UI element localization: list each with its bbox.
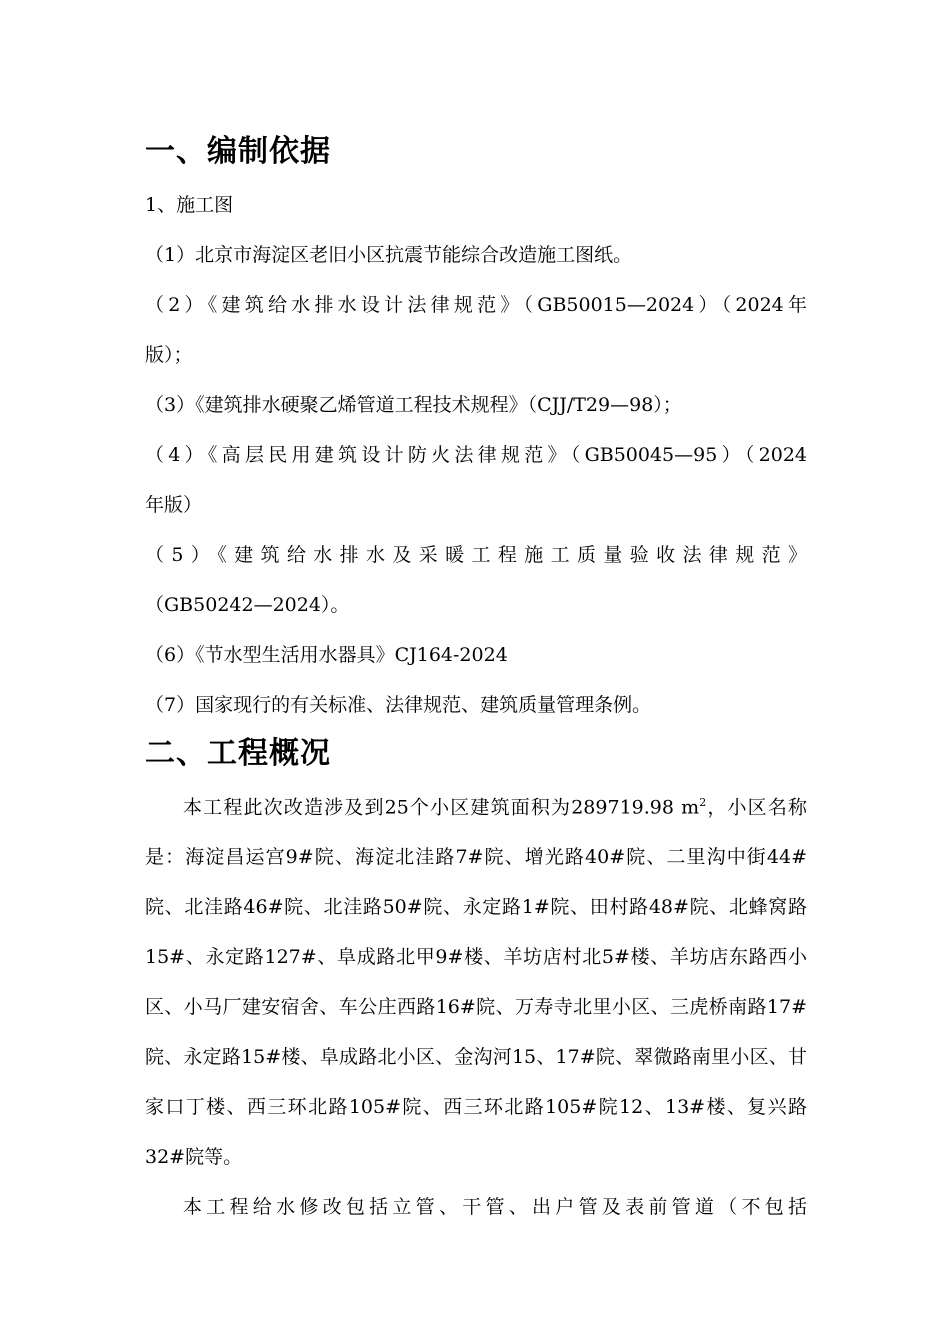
reference-item: （4）《高层民用建筑设计防火法律规范》（GB50045—95）（2024 (145, 444, 807, 466)
section1-subheading: 1、施工图 (145, 194, 234, 216)
overview-paragraph (145, 778, 807, 1182)
reference-item: （1）北京市海淀区老旧小区抗震节能综合改造施工图纸。 (145, 244, 633, 266)
document-page (145, 128, 807, 1232)
section2-heading: 二、工程概况 (145, 736, 331, 771)
reference-item: （6）《节水型生活用水器具》CJ164-2024 (145, 644, 508, 666)
water-supply-paragraph: 本工程给水修改包括立管、干管、出户管及表前管道（不包括 (183, 1196, 807, 1219)
reference-item: （GB50242—2024）。 (145, 594, 350, 616)
reference-item: （7）国家现行的有关标准、法律规范、建筑质量管理条例。 (145, 694, 652, 716)
reference-item: （3）《建筑排水硬聚乙烯管道工程技术规程》（CJJ/T29—98）； (145, 394, 682, 416)
reference-item: 年版） (145, 494, 203, 516)
area-unit-superscript: 2 (699, 796, 707, 809)
overview-text-rest: ，小区名称是：海淀昌运宫9#院、海淀北洼路7#院、增光路40#院、二里沟中街44#院、北洼路46#院、北洼路50#院、永定路1#院、田村路48#院、北蜂窝路15#、永定路127#、阜成路北甲9#楼、羊坊店村北5#楼、羊坊店东路西小区、小马厂建安宿舍、车公庄西路16#院、万寿寺北里小区、三虎桥南路17#院、永定路15#楼、阜成路北小区、金沟河15、17#院、翠微路南里小区、甘家口丁楼、西三环北路105#院、西三环北路105#院12、13#楼、复兴路32#院等。 (145, 796, 807, 1169)
overview-text-start: 本工程此次改造涉及到25个小区建筑面积为289719.98 m (183, 796, 700, 819)
reference-item: （5）《建筑给水排水及采暖工程施工质量验收法律规范》 (145, 544, 807, 566)
reference-item: （2）《建筑给水排水设计法律规范》（GB50015—2024）（2024年 (145, 294, 807, 316)
section1-heading: 一、编制依据 (145, 134, 331, 169)
reference-item: 版）； (145, 344, 193, 366)
